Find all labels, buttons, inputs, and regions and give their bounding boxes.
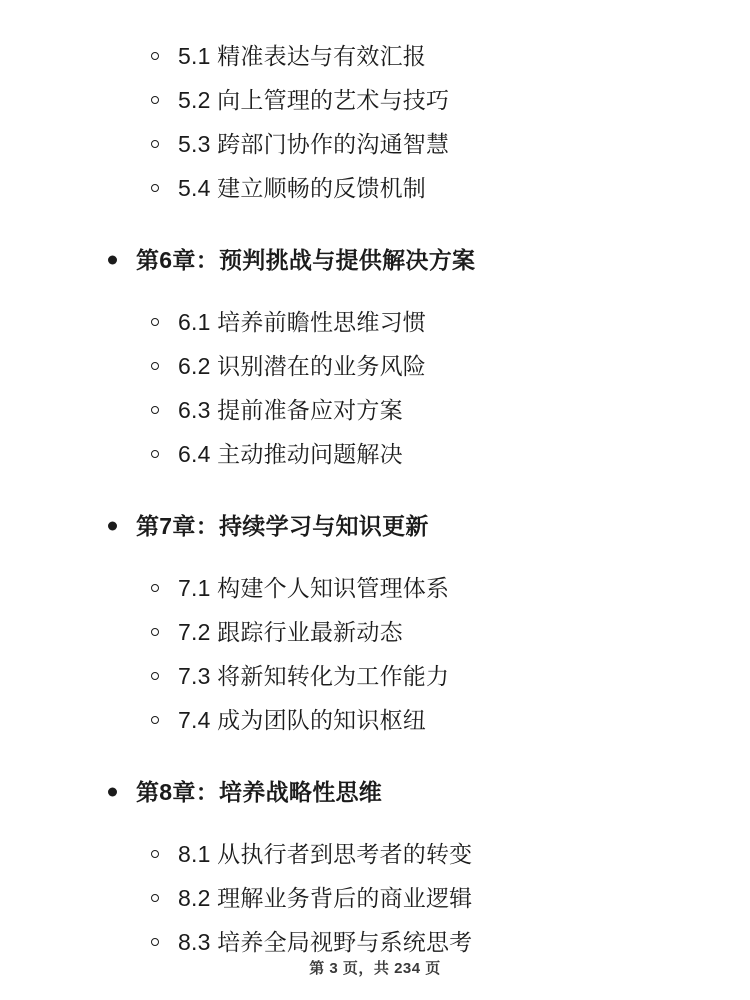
list-item[interactable] bbox=[48, 610, 702, 654]
list-item[interactable] bbox=[48, 876, 702, 920]
hollow-bullet-icon bbox=[151, 584, 159, 592]
toc-entry-label: 5.3 跨部门协作的沟通智慧 bbox=[178, 130, 450, 157]
toc-entry-label: 6.2 识别潜在的业务风险 bbox=[178, 352, 426, 379]
hollow-bullet-icon bbox=[151, 628, 159, 636]
hollow-bullet-icon bbox=[151, 716, 159, 724]
table-of-contents bbox=[48, 34, 702, 964]
hollow-bullet-icon bbox=[151, 52, 159, 60]
list-item[interactable] bbox=[48, 344, 702, 388]
list-item[interactable] bbox=[48, 166, 702, 210]
hollow-bullet-icon bbox=[151, 850, 159, 858]
list-item[interactable] bbox=[48, 502, 702, 550]
toc-entry-label: 6.1 培养前瞻性思维习惯 bbox=[178, 308, 426, 335]
toc-entry-label: 8.1 从执行者到思考者的转变 bbox=[178, 840, 473, 867]
toc-chapter-label: 第7章：持续学习与知识更新 bbox=[136, 512, 429, 539]
hollow-bullet-icon bbox=[151, 938, 159, 946]
toc-entry-label: 5.2 向上管理的艺术与技巧 bbox=[178, 86, 450, 113]
hollow-bullet-icon bbox=[151, 140, 159, 148]
toc-entry-label: 7.2 跟踪行业最新动态 bbox=[178, 618, 403, 645]
filled-bullet-icon bbox=[108, 788, 117, 797]
hollow-bullet-icon bbox=[151, 406, 159, 414]
hollow-bullet-icon bbox=[151, 184, 159, 192]
toc-entry-label: 8.2 理解业务背后的商业逻辑 bbox=[178, 884, 473, 911]
hollow-bullet-icon bbox=[151, 96, 159, 104]
toc-chapter-label: 第6章：预判挑战与提供解决方案 bbox=[136, 246, 476, 273]
toc-entry-label: 7.3 将新知转化为工作能力 bbox=[178, 662, 450, 689]
filled-bullet-icon bbox=[108, 256, 117, 265]
list-item[interactable] bbox=[48, 78, 702, 122]
hollow-bullet-icon bbox=[151, 894, 159, 902]
hollow-bullet-icon bbox=[151, 362, 159, 370]
toc-entry-label: 7.4 成为团队的知识枢纽 bbox=[178, 706, 426, 733]
list-item[interactable] bbox=[48, 566, 702, 610]
hollow-bullet-icon bbox=[151, 318, 159, 326]
list-item[interactable] bbox=[48, 432, 702, 476]
toc-chapter-label: 第8章：培养战略性思维 bbox=[136, 778, 383, 805]
list-item[interactable] bbox=[48, 300, 702, 344]
list-item[interactable] bbox=[48, 768, 702, 816]
toc-entry-label: 8.3 培养全局视野与系统思考 bbox=[178, 928, 473, 955]
list-item[interactable] bbox=[48, 654, 702, 698]
list-item[interactable] bbox=[48, 832, 702, 876]
page-footer: 第 3 页，共 234 页 bbox=[309, 960, 441, 977]
list-item[interactable] bbox=[48, 122, 702, 166]
list-item[interactable] bbox=[48, 388, 702, 432]
list-item[interactable] bbox=[48, 34, 702, 78]
filled-bullet-icon bbox=[108, 522, 117, 531]
toc-entry-label: 5.1 精准表达与有效汇报 bbox=[178, 42, 426, 69]
toc-entry-label: 5.4 建立顺畅的反馈机制 bbox=[178, 174, 426, 201]
list-item[interactable] bbox=[48, 236, 702, 284]
toc-entry-label: 7.1 构建个人知识管理体系 bbox=[178, 574, 450, 601]
toc-entry-label: 6.3 提前准备应对方案 bbox=[178, 396, 403, 423]
hollow-bullet-icon bbox=[151, 450, 159, 458]
hollow-bullet-icon bbox=[151, 672, 159, 680]
list-item[interactable] bbox=[48, 698, 702, 742]
toc-entry-label: 6.4 主动推动问题解决 bbox=[178, 440, 403, 467]
